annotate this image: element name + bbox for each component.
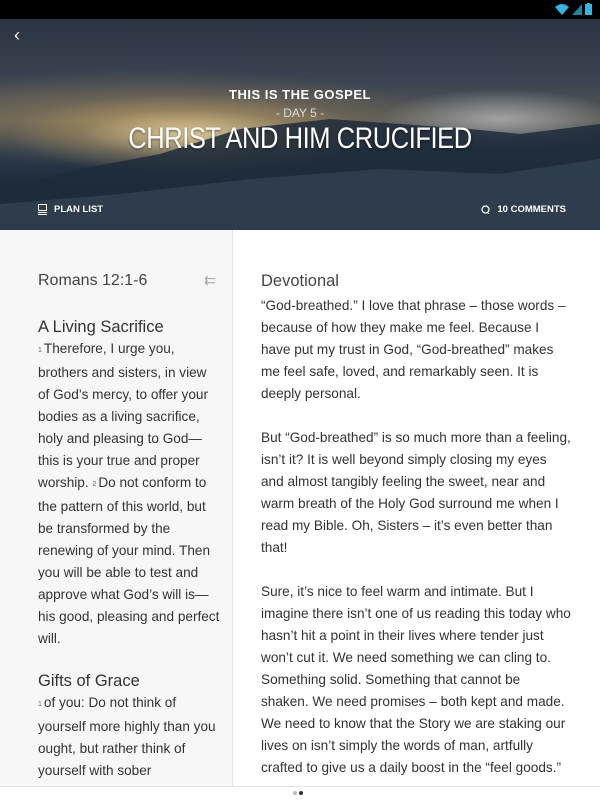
devotional-paragraph: “God-breathed.” I love that phrase – those words – because of how they make me feel. Because I have put my trust in God, “God-breathed” makes me feel safe, loved, and remarkably seen. It is deeply personal. (261, 298, 566, 401)
day-title: CHRIST AND HIM CRUCIFIED (128, 122, 472, 155)
devotional-panel[interactable] (234, 230, 600, 786)
scripture-panel[interactable] (0, 230, 233, 786)
comment-icon (481, 205, 490, 214)
wifi-icon (555, 4, 569, 15)
verse-number: 1 (38, 347, 42, 354)
verse-text: of you: Do not think of yourself more highly than you ought, but rather think of yourself with sober (38, 695, 216, 778)
verse-number: 1 (38, 701, 42, 708)
list-icon (38, 204, 47, 215)
devotional-paragraph: Sure, it’s nice to feel warm and intimate. But I imagine there isn’t one of us reading this today who hasn’t hit a point in their lives where tender just won’t cut it. We need something we can cling to. Something solid. Something that cannot be shaken. We need promises – both kept and made. We need to know that the Story we are staking our lives on isn’t simply the words of man, artfully crafted to give us a daily boost in the “feel goods.” (261, 584, 571, 775)
section-heading: A Living Sacrifice (38, 318, 164, 336)
plan-title: THIS IS THE GOSPEL (229, 87, 371, 102)
plan-header-image (0, 19, 600, 230)
battery-icon (585, 3, 592, 15)
plan-list-label: PLAN LIST (54, 204, 104, 215)
plan-list-button[interactable] (38, 204, 103, 215)
scripture-reference: Romans 12:1-6 (38, 272, 148, 289)
comments-button[interactable] (481, 204, 566, 215)
verse-text: Therefore, I urge you, brothers and sisters, in view of God’s mercy, to offer your bodies as a living sacrifice, holy and pleasing to God—this is your true and proper worship. (38, 341, 208, 490)
verse-text: Do not conform to the pattern of this world, but be transformed by the renewing of your mind. Then you will be able to test and approve what God’s will is—his good, pleasing and perfect will. (38, 475, 220, 646)
page-dot-active[interactable] (299, 791, 303, 795)
scripture-text (38, 316, 220, 786)
signal-icon (572, 4, 582, 15)
page-dot[interactable] (293, 791, 297, 795)
verse-paragraph (38, 338, 220, 650)
back-button[interactable]: ‹ (14, 25, 20, 45)
verse-paragraph (38, 692, 220, 782)
verse-number: 2 (92, 481, 97, 488)
comments-label: 10 COMMENTS (497, 204, 566, 215)
collapse-panel-icon[interactable]: ⇇ (204, 272, 216, 288)
devotional-paragraph: But “God-breathed” is so much more than a feeling, isn’t it? It is well beyond simply closing my eyes and almost tangibly feeling the sweet, near and warm breath of the Holy God surround me when I read my Bible. Oh, Sisters – it’s even better than that! (261, 430, 571, 555)
page-indicator-bar (0, 786, 600, 800)
devotional-heading: Devotional (261, 272, 339, 290)
section-heading: Gifts of Grace (38, 672, 140, 690)
devotional-text (261, 295, 571, 786)
day-label: - DAY 5 - (275, 106, 325, 120)
status-bar (0, 0, 600, 19)
